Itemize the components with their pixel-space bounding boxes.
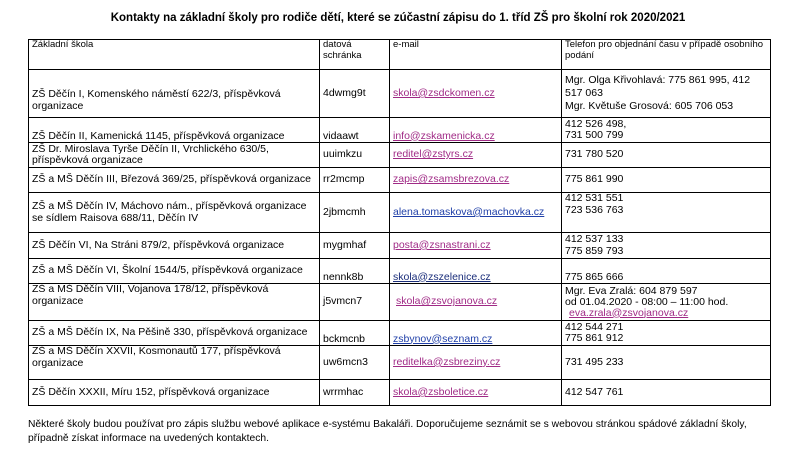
- contact-email-link[interactable]: eva.zrala@zsvojanova.cz: [569, 306, 689, 319]
- school-name: ZŠ Děčín VI, Na Stráni 879/2, příspěvková organizace: [29, 233, 320, 259]
- data-box: 2jbmcmh: [320, 193, 390, 233]
- table-row: [29, 70, 771, 118]
- email-link[interactable]: info@zskamenicka.cz: [393, 129, 495, 142]
- school-name: ZŠ Děčín I, Komenského náměstí 622/3, příspěvková organizace: [29, 70, 320, 118]
- header-data-box: datová schránka: [320, 40, 390, 70]
- contacts-table: [28, 39, 771, 406]
- email-link[interactable]: skola@zsboletice.cz: [393, 385, 489, 398]
- phone-line: 412 531 551: [565, 192, 624, 204]
- phone-line: Mgr. Olga Křivohlavá: 775 861 995, 412 517 063: [565, 74, 751, 99]
- phone-line: 775 861 912: [565, 332, 624, 344]
- data-box: uuimkzu: [320, 143, 390, 168]
- data-box: uw6mcn3: [320, 346, 390, 380]
- data-box: 4dwmg9t: [320, 70, 390, 118]
- email-link[interactable]: alena.tomaskova@machovka.cz: [393, 205, 545, 218]
- data-box: bckmcnb: [320, 321, 390, 346]
- school-name: ZŠ a MŠ Děčín IX, Na Pěšině 330, příspěvková organizace: [29, 321, 320, 346]
- phone-line: 775 861 990: [562, 168, 771, 193]
- school-name: ZŠ Děčín XXXII, Míru 152, příspěvková organizace: [29, 380, 320, 406]
- table-row: [29, 284, 771, 321]
- email-link[interactable]: reditel@zstyrs.cz: [393, 148, 474, 161]
- data-box: rr2mcmp: [320, 168, 390, 193]
- phone-line: 412 547 761: [562, 380, 771, 406]
- phone-line: 731 500 799: [565, 129, 624, 141]
- phone-line: Mgr. Květuše Grosová: 605 706 053: [565, 100, 734, 112]
- school-name: ZŠ Dr. Miroslava Tyrše Děčín II, Vrchlického 630/5, příspěvková organizace: [29, 143, 320, 168]
- header-school: Základní škola: [29, 40, 320, 70]
- table-row: [29, 193, 771, 233]
- header-phone: Telefon pro objednání času v případě osobního podání: [562, 40, 771, 70]
- table-row: [29, 168, 771, 193]
- phone-line: od 01.04.2020 - 08:00 – 11:00 hod.: [565, 295, 729, 308]
- email-link[interactable]: skola@zsvojanova.cz: [396, 295, 498, 308]
- phone-line: 775 859 793: [565, 244, 624, 257]
- phone-line: 723 536 763: [565, 203, 624, 216]
- table-row: [29, 259, 771, 284]
- table-row: [29, 233, 771, 259]
- data-box: vidaawt: [320, 118, 390, 143]
- phone-line: 775 865 666: [562, 259, 771, 284]
- data-box: wrrmhac: [320, 380, 390, 406]
- table-row: [29, 143, 771, 168]
- phone-line: 731 780 520: [562, 143, 771, 168]
- page-title: Kontakty na základní školy pro rodiče dětí, které se zúčastní zápisu do 1. tříd ZŠ pro školní rok 2020/2021: [110, 12, 686, 24]
- data-box: mygmhaf: [320, 233, 390, 259]
- table-row: [29, 118, 771, 143]
- email-link[interactable]: zsbynov@seznam.cz: [393, 332, 493, 345]
- email-link[interactable]: skola@zsdckomen.cz: [393, 86, 495, 99]
- email-link[interactable]: skola@zszelenice.cz: [393, 270, 491, 283]
- phone-line: 412 537 133: [565, 233, 624, 245]
- table-row: [29, 346, 771, 380]
- school-name: ZŠ a MŠ Děčín XXVII, Kosmonautů 177, příspěvková organizace: [29, 346, 320, 380]
- school-name: ZŠ a MŠ Děčín VIII, Vojanova 178/12, příspěvková organizace: [29, 284, 320, 321]
- table-row: [29, 380, 771, 406]
- email-link[interactable]: zapis@zsamsbrezova.cz: [393, 173, 510, 186]
- table-row: [29, 321, 771, 346]
- phone-line: 412 526 498,: [565, 117, 627, 130]
- phone-line: 412 544 271: [565, 320, 624, 333]
- header-email: e-mail: [390, 40, 562, 70]
- phone-line: 731 495 233: [562, 346, 771, 380]
- school-name: ZŠ Děčín II, Kamenická 1145, příspěvková organizace: [29, 118, 320, 143]
- email-link[interactable]: reditelka@zsbreziny.cz: [393, 355, 501, 368]
- data-box: j5vmcn7: [320, 284, 390, 321]
- table-header-row: [29, 40, 771, 70]
- school-name: ZŠ a MŠ Děčín VI, Školní 1544/5, příspěvková organizace: [29, 259, 320, 284]
- school-name: ZŠ a MŠ Děčín III, Březová 369/25, příspěvková organizace: [29, 168, 320, 193]
- email-link[interactable]: posta@zsnastrani.cz: [393, 238, 491, 251]
- footer-note: Některé školy budou používat pro zápis službu webové aplikace e-systému Bakaláři. Doporučujeme seznámit se s webovou stránkou spádové základní školy, případně získat informace na uvedených kontaktech.: [28, 419, 747, 444]
- phone-line: Mgr. Eva Zralá: 604 879 597: [565, 284, 698, 297]
- school-name: ZŠ a MŠ Děčín IV, Máchovo nám., příspěvková organizace se sídlem Raisova 688/11, Děčín IV: [29, 193, 320, 233]
- data-box: nennk8b: [320, 259, 390, 284]
